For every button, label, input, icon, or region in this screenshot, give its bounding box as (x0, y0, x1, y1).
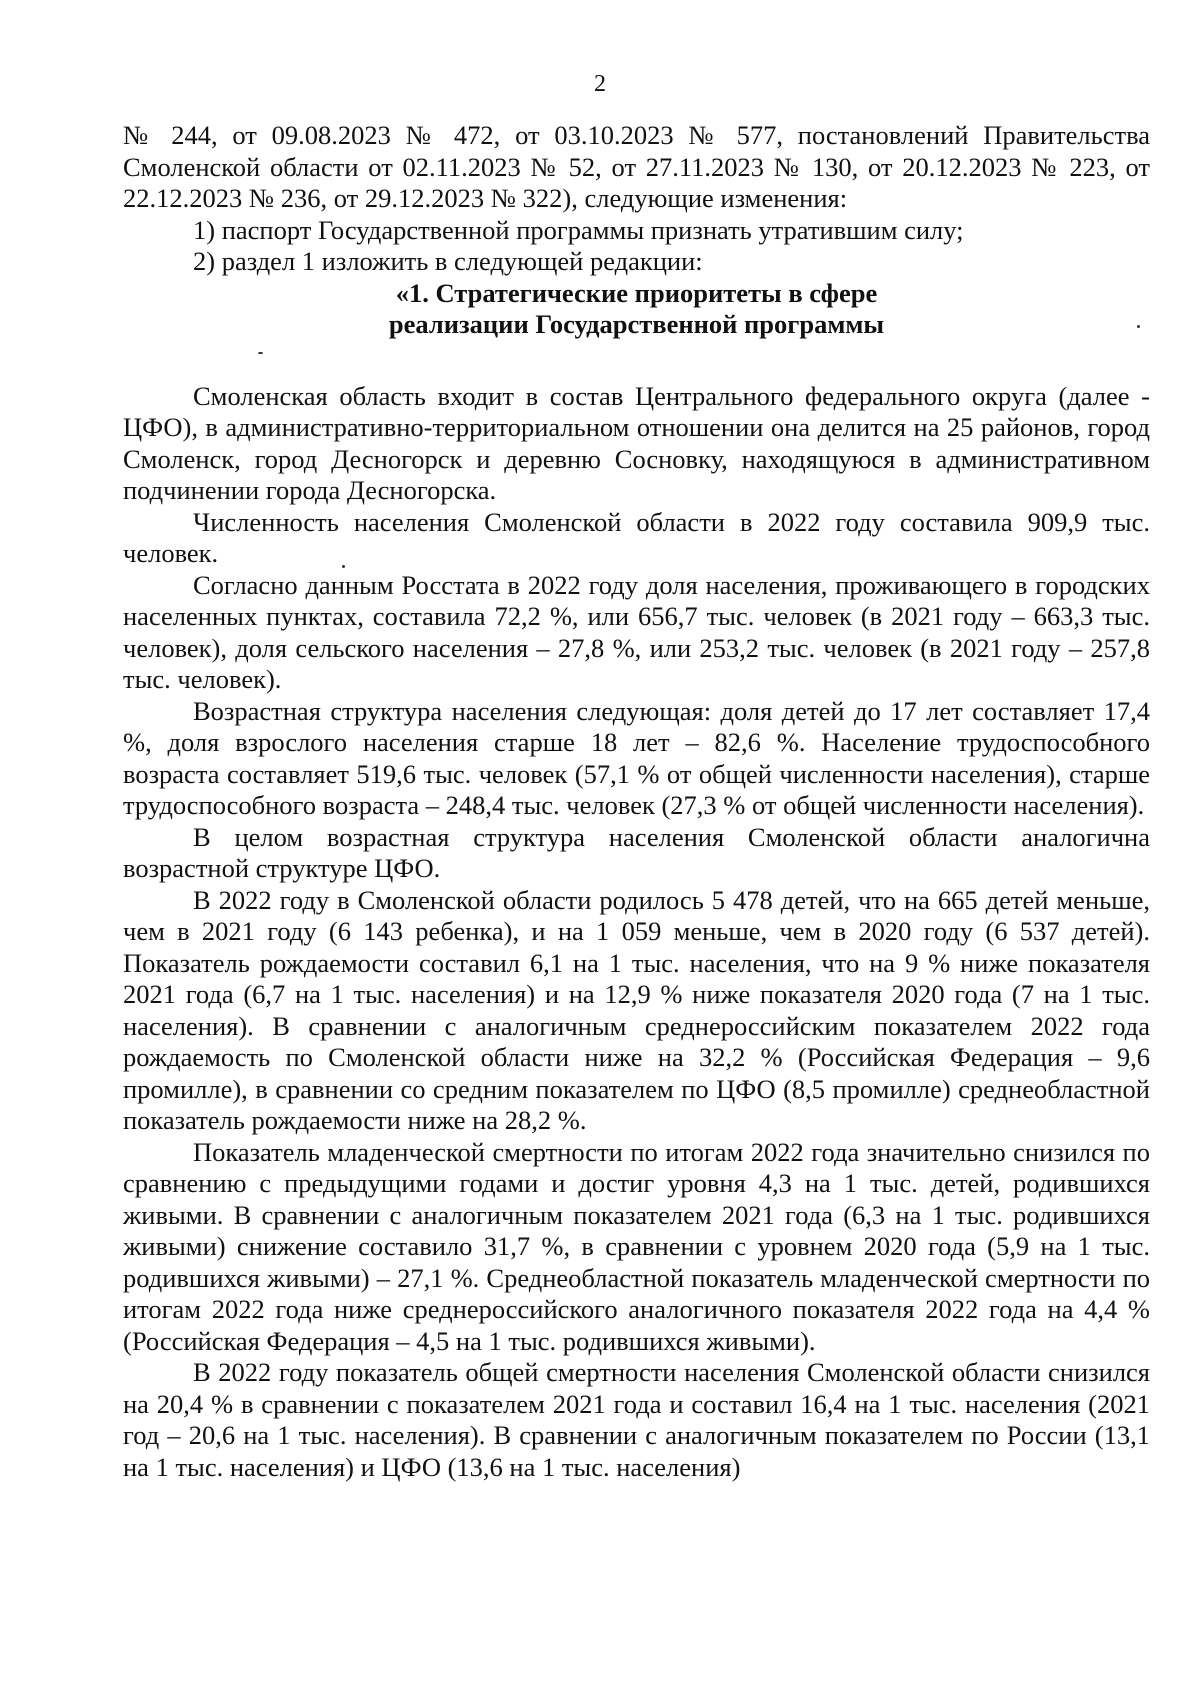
paragraph-urban-rural: Согласно данным Росстата в 2022 году доля населения, проживающего в городских населенных пунктах, составила 72,2 %, или 656,7 тыс. человек (в 2021 году – 663,3 тыс. человек), доля сельского населения – 27,8 %, или 253,2 тыс. человек (в 2021 году – 257,8 тыс. человек). (123, 569, 1150, 694)
paragraph-birth-rate: В 2022 году в Смоленской области родилось 5 478 детей, что на 665 детей меньше, чем в 2021 году (6 143 ребенка), и на 1 059 меньше, чем в 2020 году (6 537 детей). Показатель рождаемости составил 6,1 на 1 тыс. населения, что на 9 % ниже показателя 2021 года (6,7 на 1 тыс. населения) и на 12,9 % ниже показателя 2020 года (7 на 1 тыс. населения). В сравнении с аналогичным среднероссийским показателем 2022 года рождаемость по Смоленской области ниже на 32,2 % (Российская Федерация – 9,6 промилле), в сравнении со средним показателем по ЦФО (8,5 промилле) среднеобластной показатель рождаемости ниже на 28,2 %. (123, 884, 1150, 1135)
paragraph-infant-mortality: Показатель младенческой смертности по итогам 2022 года значительно снизился по сравнению с предыдущими годами и достиг уровня 4,3 на 1 тыс. детей, родившихся живыми. В сравнении с аналогичным показателем 2021 года (6,3 на 1 тыс. родившихся живыми) снижение составило 31,7 %, в сравнении с уровнем 2020 года (5,9 на 1 тыс. родившихся живыми) – 27,1 %. Среднеобластной показатель младенческой смертности по итогам 2022 года ниже среднероссийского аналогичного показателя 2022 года на 4,4 % (Российская Федерация – 4,5 на 1 тыс. родившихся живыми). (123, 1136, 1150, 1356)
paragraph-continuation: № 244, от 09.08.2023 № 472, от 03.10.2023 № 577, постановлений Правительства Смоленской области от 02.11.2023 № 52, от 27.11.2023 № 130, от 20.12.2023 № 223, от 22.12.2023 № 236, от 29.12.2023 № 322), следующие изменения: (123, 120, 1150, 213)
document-body (123, 120, 1150, 1483)
paragraph-age-structure: Возрастная структура населения следующая: доля детей до 17 лет составляет 17,4 %, доля взрослого населения старше 18 лет – 82,6 %. Население трудоспособного возраста составляет 519,6 тыс. человек (57,1 % от общей численности населения), старше трудоспособного возраста – 248,4 тыс. человек (27,3 % от общей численности населения). (123, 695, 1150, 820)
list-item-2: 2) раздел 1 изложить в следующей редакции: (193, 246, 703, 276)
section-heading-line-2: реализации Государственной программы (388, 309, 885, 339)
paragraph-population: Численность населения Смоленской области в 2022 году составила 909,9 тыс. человек. (123, 506, 1150, 568)
page-number: 2 (594, 71, 606, 97)
heading-spacer (123, 341, 1150, 381)
list-item-1: 1) паспорт Государственной программы признать утратившим силу; (193, 214, 964, 245)
paragraph-age-comparison: В целом возрастная структура населения Смоленской области аналогична возрастной структуре ЦФО. (123, 821, 1150, 883)
paragraph-general-mortality: В 2022 году показатель общей смертности населения Смоленской области снизился на 20,4 % в сравнении с показателем 2021 года и составил 16,4 на 1 тыс. населения (2021 год – 20,6 на 1 тыс. населения). В сравнении с аналогичным показателем по России (13,1 на 1 тыс. населения) и ЦФО (13,6 на 1 тыс. населения) (123, 1357, 1150, 1482)
scan-speck (258, 352, 263, 354)
section-heading-line-1: «1. Стратегические приоритеты в сфере (395, 277, 878, 308)
scan-speck (342, 565, 345, 568)
scan-speck (1137, 325, 1140, 328)
paragraph-region-overview: Смоленская область входит в состав Центрального федерального округа (далее - ЦФО), в административно-территориальном отношении она делится на 25 районов, город Смоленск, город Десногорск и деревню Сосновку, находящуюся в административном подчинении города Десногорска. (123, 380, 1150, 505)
